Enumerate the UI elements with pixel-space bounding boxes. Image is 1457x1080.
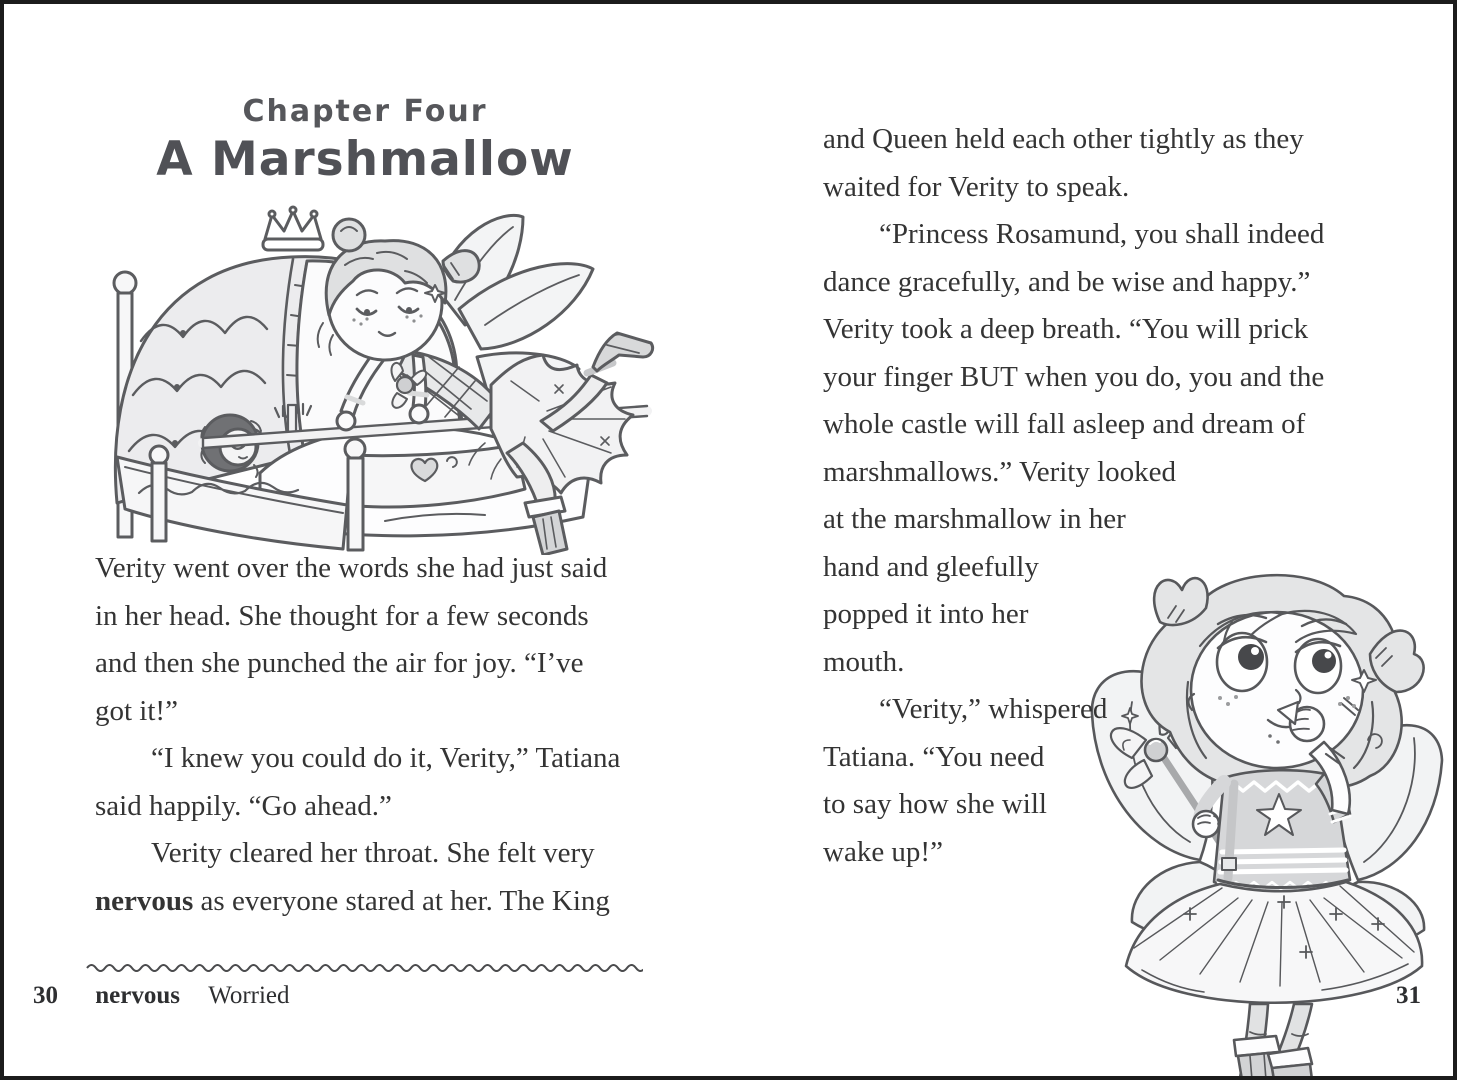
text-line: popped it into her	[823, 598, 1029, 630]
crib-scene-illustration	[55, 205, 670, 555]
text-line: “Princess Rosamund, you shall indeed	[879, 218, 1325, 250]
text-line: hand and gleefully	[823, 550, 1039, 583]
text-line: Verity took a deep breath. “You will prick	[823, 313, 1309, 345]
text-line: “I knew you could do it, Verity,” Tatiana	[151, 742, 621, 774]
text-line: to say how she will	[823, 788, 1047, 820]
text-line: said happily. “Go ahead.”	[95, 789, 392, 822]
text-line: mouth.	[823, 645, 905, 678]
text-line: whole castle will fall asleep and dream of	[823, 408, 1306, 440]
text-line: got it!”	[95, 694, 178, 727]
text-line: Tatiana. “You need	[823, 740, 1045, 773]
text-line: at the marshmallow in her	[823, 503, 1126, 535]
page-number-left: 30	[33, 982, 58, 1009]
left-page-text	[95, 545, 675, 925]
text-line: “Verity,” whispered	[879, 693, 1108, 725]
text-line: marshmallows.” Verity looked	[823, 455, 1177, 488]
text-line: dance gracefully, and be wise and happy.”	[823, 265, 1311, 298]
text-line: wake up!”	[823, 835, 943, 868]
vocab-definition: Worried	[208, 982, 290, 1009]
right-page-text	[823, 116, 1403, 876]
text-line: waited for Verity to speak.	[823, 170, 1130, 203]
text-line: in her head. She thought for a few seconds	[95, 599, 589, 632]
text-line: and then she punched the air for joy. “I’ve	[95, 647, 584, 679]
chapter-title: A Marshmallow	[156, 132, 574, 187]
left-page-footer	[33, 982, 290, 1010]
text-line: Verity cleared her throat. She felt very	[151, 837, 595, 869]
chapter-label: Chapter Four	[242, 94, 488, 129]
vocab-wave-divider	[85, 960, 643, 974]
text-line: nervous as everyone stared at her. The King	[95, 884, 610, 917]
text-line: your finger BUT when you do, you and the	[823, 360, 1325, 393]
vocab-word: nervous	[95, 982, 180, 1009]
text-line: and Queen held each other tightly as they	[823, 123, 1304, 155]
page-number-right: 31	[1396, 982, 1421, 1009]
text-line: Verity went over the words she had just said	[95, 552, 608, 584]
